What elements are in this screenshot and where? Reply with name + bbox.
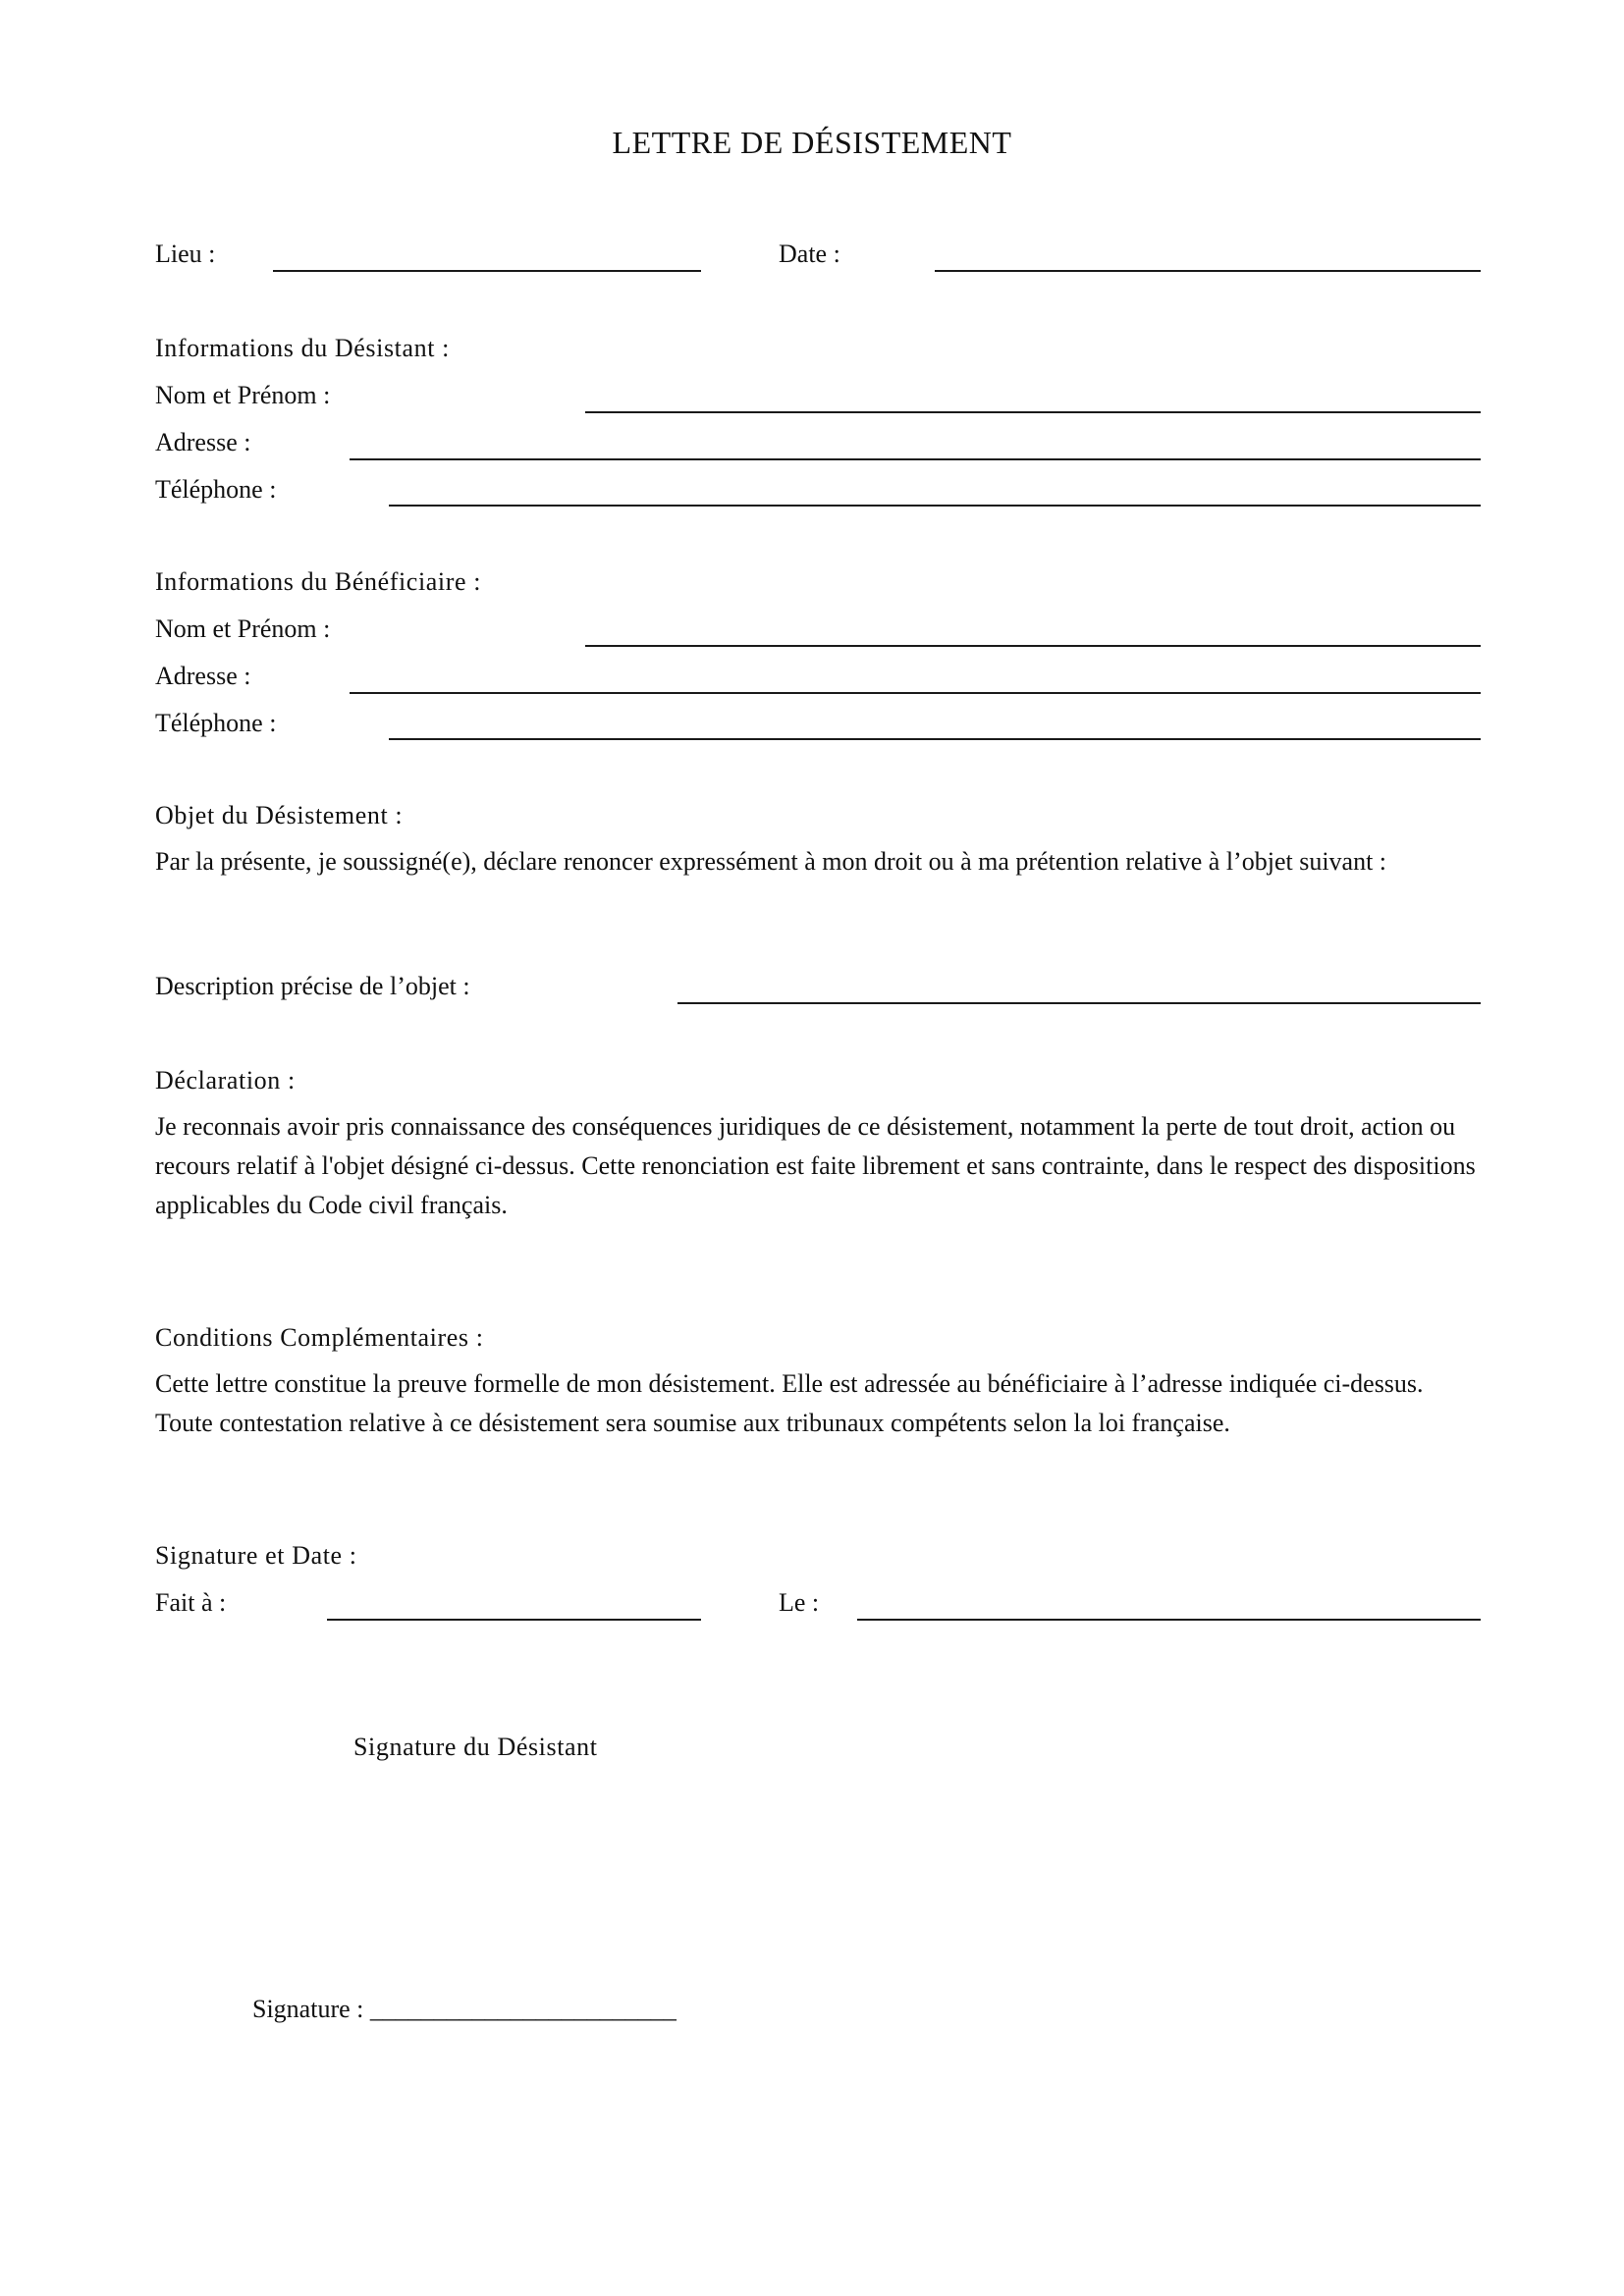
signature-heading: Signature et Date : — [155, 1541, 357, 1570]
desistant-heading: Informations du Désistant : — [155, 334, 450, 362]
lieu-field[interactable] — [273, 270, 701, 272]
declaration-heading: Déclaration : — [155, 1066, 296, 1095]
lieu-label: Lieu : — [155, 240, 216, 268]
fait-field[interactable] — [327, 1619, 701, 1621]
conditions-text: Cette lettre constitue la preuve formelle de mon désistement. Elle est adressée au bénéficiaire à l’adresse indiquée ci-dessus. Toute contestation relative à ce désistement sera soumise aux tribunaux compétents selon la loi française. — [155, 1369, 1424, 1437]
desistant-name-label: Nom et Prénom : — [155, 381, 331, 409]
desistant-address-field[interactable] — [350, 458, 1481, 460]
objet-text: Par la présente, je soussigné(e), déclare renoncer expressément à mon droit ou à ma prétention relative à l’objet suivant : — [155, 847, 1387, 876]
beneficiaire-name-field[interactable] — [585, 645, 1481, 647]
desistant-address-label: Adresse : — [155, 428, 251, 456]
beneficiaire-address-field[interactable] — [350, 692, 1481, 694]
conditions-heading: Conditions Complémentaires : — [155, 1323, 484, 1352]
desistant-name-field[interactable] — [585, 411, 1481, 413]
date-label: Date : — [779, 240, 840, 268]
beneficiaire-address-label: Adresse : — [155, 662, 251, 690]
beneficiaire-heading: Informations du Bénéficiaire : — [155, 567, 482, 596]
desistant-phone-label: Téléphone : — [155, 475, 277, 504]
beneficiaire-phone-field[interactable] — [389, 738, 1481, 740]
le-label: Le : — [779, 1588, 820, 1617]
fait-label: Fait à : — [155, 1588, 227, 1617]
document-title: LETTRE DE DÉSISTEMENT — [612, 125, 1012, 160]
objet-heading: Objet du Désistement : — [155, 801, 404, 829]
beneficiaire-name-label: Nom et Prénom : — [155, 614, 331, 643]
description-field[interactable] — [677, 1002, 1481, 1004]
declaration-text: Je reconnais avoir pris connaissance des conséquences juridiques de ce désistement, notamment la perte de tout droit, action ou recours relatif à l'objet désigné ci-dessus. Cette renonciation est faite librement et sans contrainte, dans le respect des dispositions applicables du Code civil français. — [155, 1112, 1476, 1219]
desistant-phone-field[interactable] — [389, 505, 1481, 507]
le-field[interactable] — [857, 1619, 1481, 1621]
signataire-label: Signature du Désistant — [353, 1733, 598, 1761]
date-field[interactable] — [935, 270, 1481, 272]
description-label: Description précise de l’objet : — [155, 972, 470, 1000]
signature-line[interactable]: Signature : ________________________ — [252, 1995, 677, 2023]
beneficiaire-phone-label: Téléphone : — [155, 709, 277, 737]
